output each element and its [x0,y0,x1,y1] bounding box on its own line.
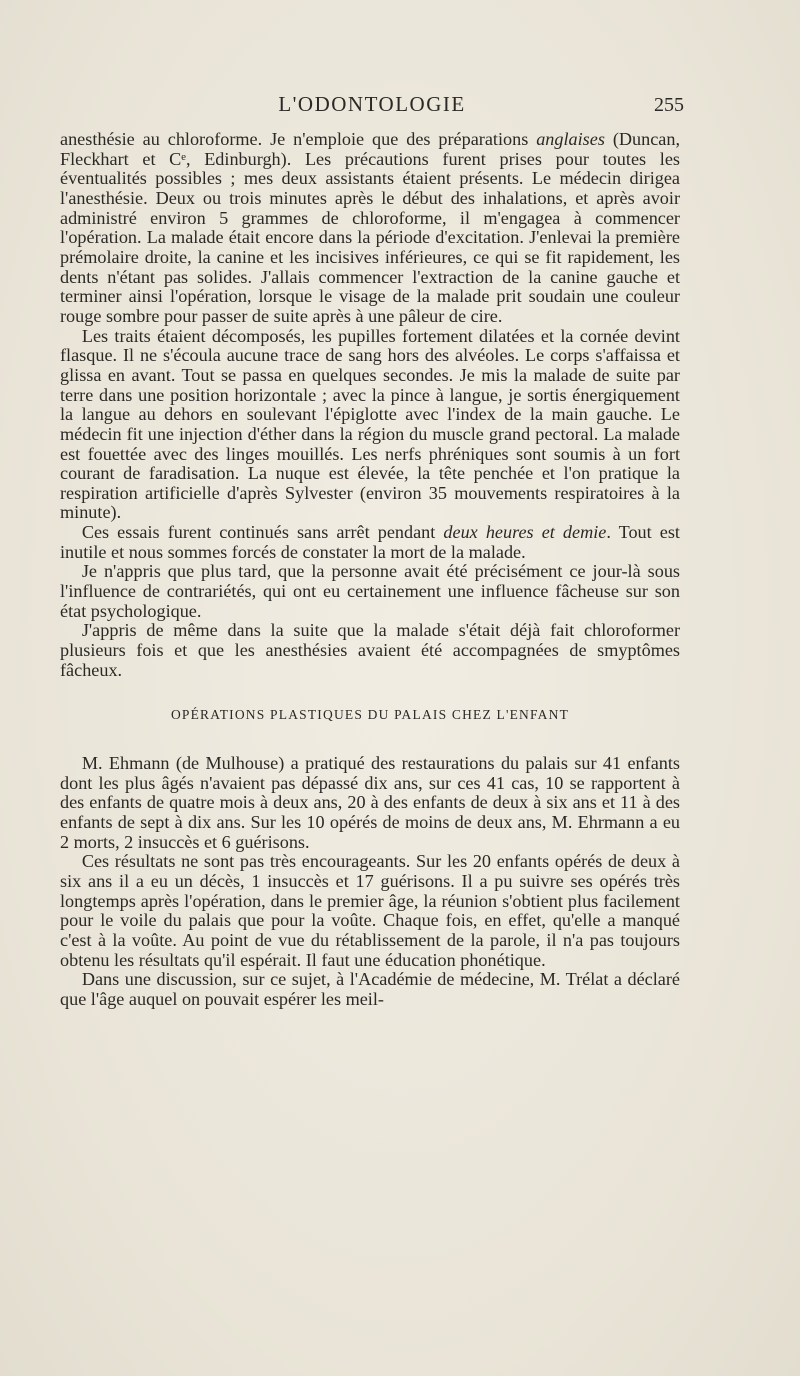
paragraph-1-text: anesthésie au chloroforme. Je n'emploie que des préparations [60,129,537,149]
paragraph-1 [60,130,680,327]
section-heading: OPÉRATIONS PLASTIQUES DU PALAIS CHEZ L'ENFANT [170,707,570,723]
paragraph-4 [60,562,680,621]
paragraph-5-text: J'appris de même dans la suite que la malade s'était déjà fait chloroformer plusieurs fois et que les anesthésies avaient été accompagnées de smyptômes fâcheux. [60,620,680,680]
section-paragraph-1: M. Ehmann (de Mulhouse) a pratiqué des restaurations du palais sur 41 enfants dont les plus âgés n'avaient pas dépassé dix ans, sur ces 41 cas, 10 se rapportent à des enfants de quatre mois à deux ans, 20 à des enfants de deux à six ans et 11 à des enfants de sept à dix ans. Sur les 10 opérés de moins de deux ans, M. Ehrmann a eu 2 morts, 2 insuccès et 6 guérisons. [60,753,680,852]
paragraph-3-text: Ces essais furent continués sans arrêt pendant [81,522,444,543]
paragraph-3 [60,523,680,562]
section-paragraph-2: Ces résultats ne sont pas très encourageants. Sur les 20 enfants opérés de deux à six ans il a eu un décès, 1 insuccès et 17 guérisons. Il a pu suivre ses opérés très longtemps après l'opération, dans le premier âge, la réunion s'obtient plus facilement pour le voile du palais que pour la voûte. Chaque fois, en effet, qu'elle a manqué c'est à la voûte. Au point de vue du rétablissement de la parole, il n'a pas toujours obtenu les résultats qu'il espérait. Il faut une éducation phonétique. [60,851,680,970]
paragraph-2-text: Les traits étaient décomposés, les pupilles fortement dilatées et la cornée devint flasque. Il ne s'écoula aucune trace de sang hors des alvéoles. Le corps s'affaissa et glissa en avant. Tout se passa en quelques secondes. Je mis la malade de suite par terre dans une position horizontale ; avec la pince à langue, je sortis énergiquement la langue au dehors en soulevant l'épiglotte avec l'index de la main gauche. Le médecin fit une injection d'éther dans la région du muscle grand pectoral. La malade est fouettée avec des linges mouillés. Les nerfs phréniques sont soumis à un fort courant de faradisation. La nuque est élevée, la tête penchée et l'on pratique la respiration artificielle d'après Sylvester (environ 35 mouvements respiratoires à la minute). [60,325,680,523]
section-paragraph-3: Dans une discussion, sur ce sujet, à l'Académie de médecine, M. Trélat a déclaré que l'âge auquel on pouvait espérer les meil- [60,969,680,1009]
paragraph-2 [60,327,680,524]
paragraph-1-text-cont: (Duncan, Fleckhart et Cᵉ, Edinburgh). Les précautions furent prises pour toutes les éventualités possibles ; mes deux assistants étaient présents. Le médecin dirigea l'anesthésie. Deux ou trois minutes après le début des inhalations, et après avoir administré environ 5 grammes de chloroforme, il m'engagea à commencer l'opération. La malade était encore dans la période d'excitation. J'enlevai la première prémolaire droite, la canine et les incisives inférieures, ce qui se fit rapidement, les dents n'étant pas solides. J'allais commencer l'extraction de la canine gauche et terminer ainsi l'opération, lorsque le visage de la malade prit soudain une couleur rouge sombre pour passer de suite après à une pâleur de cire. [60,129,681,326]
paragraph-3-italic: deux heures et demie [443,522,607,543]
page-number: 255 [654,94,684,116]
paragraph-1-italic: anglaises [536,129,605,149]
body-text [60,130,680,1010]
paragraph-3-text-cont: . Tout est inutile et nous sommes forcés de constater la mort de la malade. [60,522,680,562]
paragraph-5 [60,621,680,680]
paragraph-4-text: Je n'appris que plus tard, que la personne avait été précisément ce jour-là sous l'influence de contrariétés, qui ont eu certainement une influence fâcheuse sur son état psychologique. [60,561,680,621]
running-title: L'ODONTOLOGIE [278,92,466,116]
running-head [60,92,684,120]
